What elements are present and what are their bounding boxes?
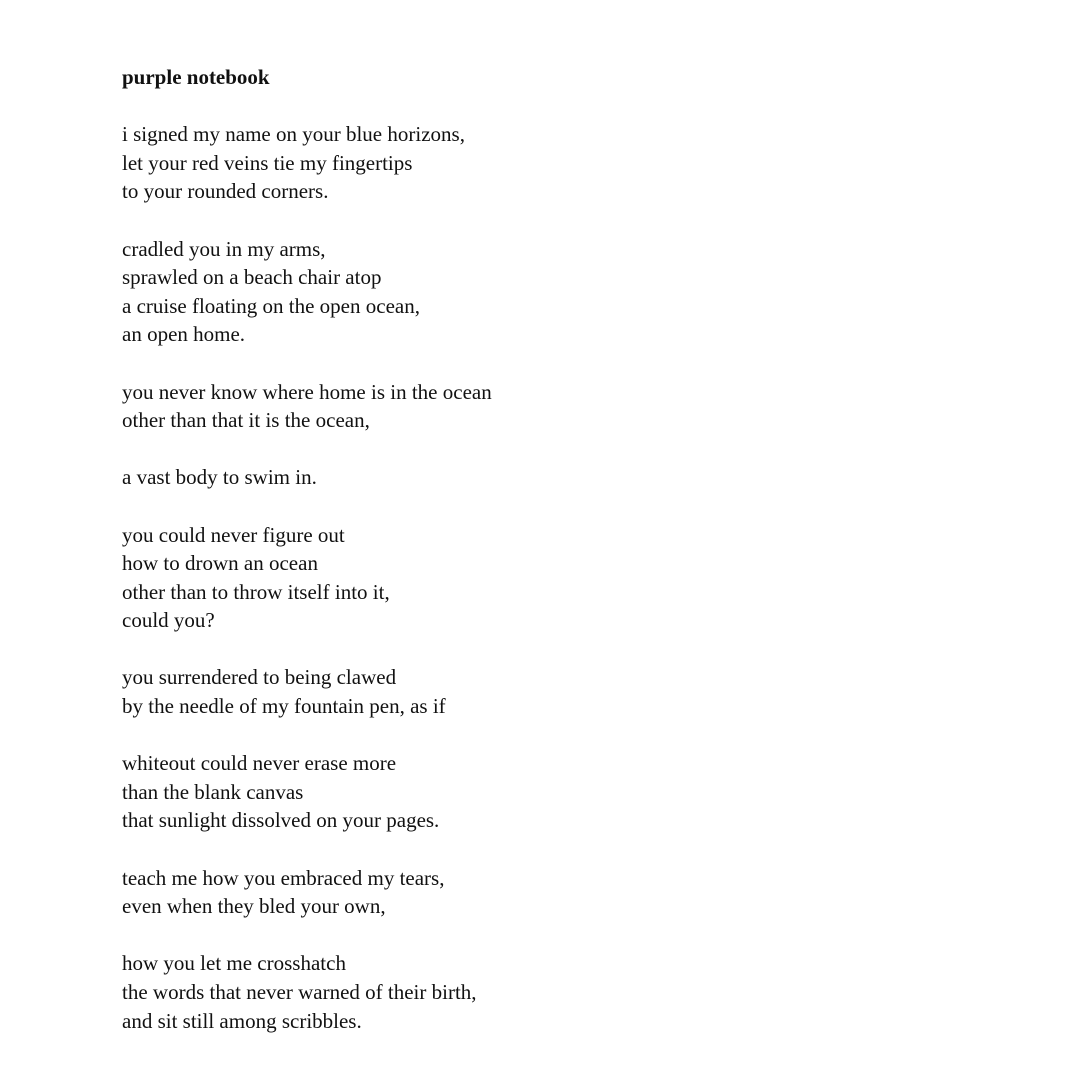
poem-line: you could never figure out [122, 522, 345, 547]
poem-line: an open home. [122, 322, 246, 347]
poem-line: the words that never warned of their birth, [122, 980, 477, 1004]
poem-line: a vast body to swim in. [122, 465, 317, 490]
stanza [122, 521, 1022, 635]
stanza [122, 663, 1022, 720]
poem-line: a cruise floating on the open ocean, [122, 293, 420, 318]
poem-line: even when they bled your own, [122, 894, 386, 919]
poem-line: cradled you in my arms, [122, 236, 326, 261]
poem-line: that sunlight dissolved on your pages. [122, 808, 440, 833]
poem-line: teach me how you embraced my tears, [122, 865, 445, 890]
poem-line: sprawled on a beach chair atop [122, 265, 382, 290]
poem-title: purple notebook [122, 65, 270, 89]
poem-line: you surrendered to being clawed [122, 665, 397, 690]
poem-line: and sit still among scribbles. [122, 1008, 362, 1033]
stanza [122, 864, 1022, 921]
poem-line: than the blank canvas [122, 779, 304, 804]
stanza [122, 120, 1022, 206]
poem-line: to your rounded corners. [122, 179, 329, 204]
poem-line: other than to throw itself into it, [122, 579, 390, 604]
poem-line: how you let me crosshatch [122, 951, 346, 976]
poem-line: could you? [122, 608, 215, 633]
poem-line: i signed my name on your blue horizons, [122, 122, 465, 147]
poem-line: let your red veins tie my fingertips [122, 150, 413, 175]
stanza [122, 463, 1022, 492]
stanza [122, 378, 1022, 435]
poem-line: how to drown an ocean [122, 551, 318, 576]
poem-page [122, 63, 1022, 1035]
poem-line: other than that it is the ocean, [122, 408, 370, 433]
stanza [122, 949, 1022, 1035]
stanza [122, 749, 1022, 835]
poem-line: you never know where home is in the ocean [122, 379, 492, 404]
poem-line: whiteout could never erase more [122, 751, 397, 776]
stanza [122, 235, 1022, 349]
poem-line: by the needle of my fountain pen, as if [122, 694, 446, 719]
